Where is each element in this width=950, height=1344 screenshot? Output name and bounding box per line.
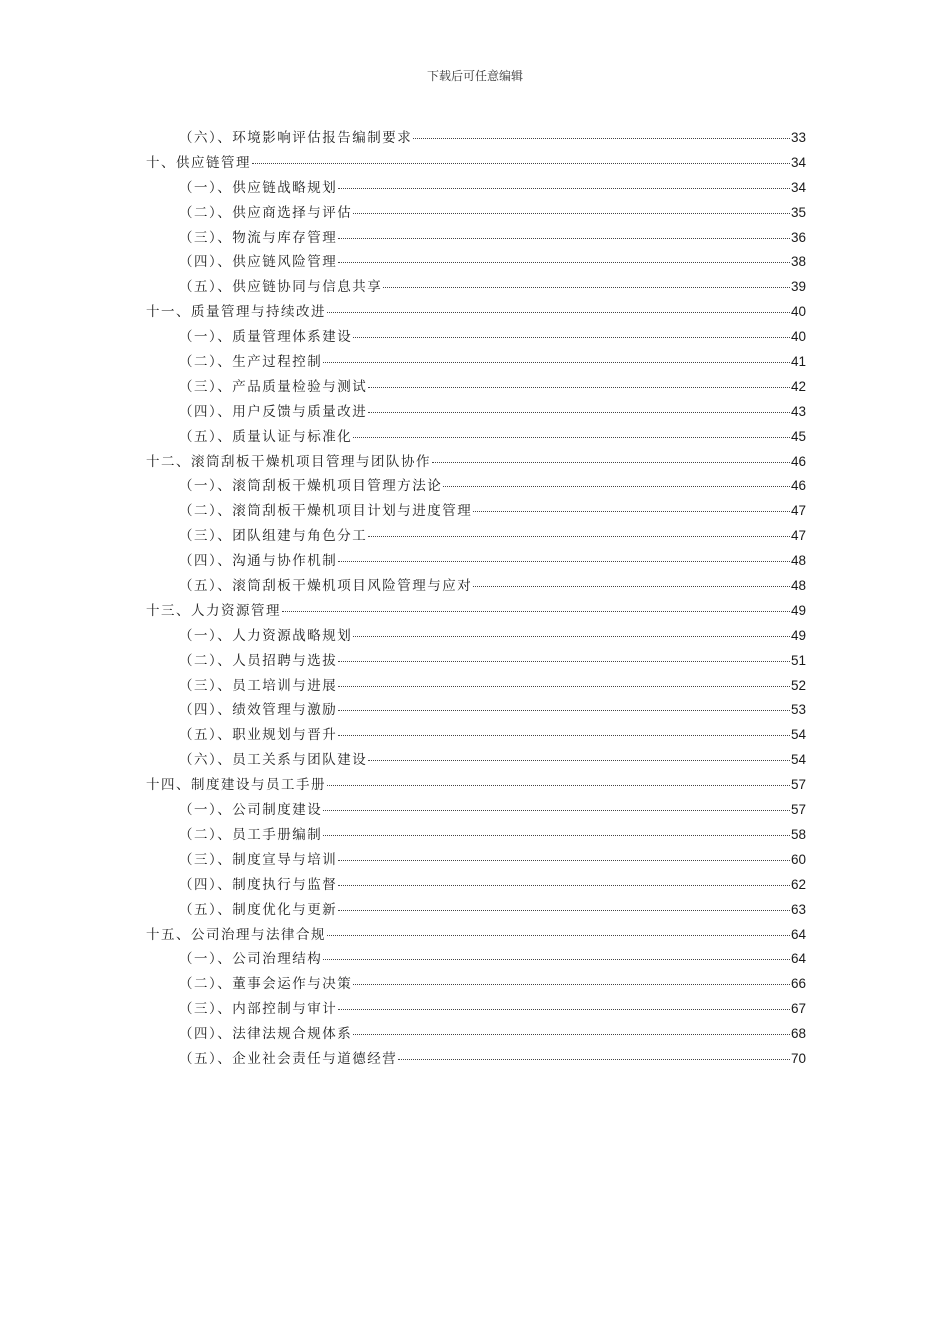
- toc-section-entry[interactable]: [146, 275, 806, 300]
- toc-dot-leader: [338, 1009, 790, 1010]
- toc-page-number: 34: [790, 179, 806, 195]
- toc-entry-label: （五）、职业规划与晋升: [179, 727, 338, 744]
- toc-entry-label: （四）、用户反馈与质量改进: [179, 403, 368, 420]
- toc-page-number: 52: [790, 677, 806, 693]
- toc-page-number: 46: [790, 478, 806, 494]
- toc-entry-label: （二）、生产过程控制: [179, 354, 323, 371]
- toc-entry-label: （五）、滚筒刮板干燥机项目风险管理与应对: [179, 578, 473, 595]
- toc-section-entry[interactable]: [146, 226, 806, 251]
- toc-dot-leader: [368, 387, 790, 388]
- toc-entry-label: （三）、员工培训与进展: [179, 677, 338, 694]
- toc-entry-label: （三）、产品质量检验与测试: [179, 378, 368, 395]
- toc-page-number: 34: [790, 154, 806, 170]
- toc-chapter-entry[interactable]: [146, 599, 806, 624]
- toc-section-entry[interactable]: [146, 325, 806, 350]
- toc-entry-label: （二）、滚筒刮板干燥机项目计划与进度管理: [179, 503, 473, 520]
- toc-section-entry[interactable]: [146, 798, 806, 823]
- toc-entry-label: （一）、质量管理体系建设: [179, 329, 353, 346]
- toc-section-entry[interactable]: [146, 848, 806, 873]
- toc-dot-leader: [338, 735, 790, 736]
- toc-dot-leader: [323, 362, 790, 363]
- toc-dot-leader: [338, 910, 790, 911]
- toc-entry-label: （五）、企业社会责任与道德经营: [179, 1050, 398, 1067]
- toc-dot-leader: [353, 213, 790, 214]
- toc-entry-label: （一）、滚筒刮板干燥机项目管理方法论: [179, 478, 443, 495]
- toc-page-number: 41: [790, 354, 806, 370]
- toc-section-entry[interactable]: [146, 201, 806, 226]
- toc-page-number: 67: [790, 1001, 806, 1017]
- toc-page-number: 38: [790, 254, 806, 270]
- toc-page-number: 46: [790, 453, 806, 469]
- toc-entry-label: （四）、法律法规合规体系: [179, 1026, 353, 1043]
- toc-dot-leader: [338, 561, 790, 562]
- toc-section-entry[interactable]: [146, 474, 806, 499]
- toc-section-entry[interactable]: [146, 400, 806, 425]
- toc-section-entry[interactable]: [146, 350, 806, 375]
- toc-entry-label: （四）、绩效管理与激励: [179, 702, 338, 719]
- toc-page-number: 62: [790, 876, 806, 892]
- toc-page-number: 53: [790, 702, 806, 718]
- toc-dot-leader: [353, 437, 790, 438]
- toc-page-number: 47: [790, 528, 806, 544]
- toc-dot-leader: [368, 536, 790, 537]
- toc-page-number: 66: [790, 976, 806, 992]
- toc-entry-label: （三）、物流与库存管理: [179, 229, 338, 246]
- toc-page-number: 49: [790, 602, 806, 618]
- toc-dot-leader: [323, 835, 790, 836]
- toc-dot-leader: [338, 262, 790, 263]
- toc-section-entry[interactable]: [146, 126, 806, 151]
- toc-dot-leader: [338, 686, 790, 687]
- table-of-contents: [146, 126, 806, 1072]
- toc-entry-label: （一）、公司治理结构: [179, 951, 323, 968]
- toc-dot-leader: [282, 611, 790, 612]
- toc-dot-leader: [398, 1059, 790, 1060]
- toc-page-number: 54: [790, 727, 806, 743]
- toc-dot-leader: [323, 959, 790, 960]
- toc-page-number: 58: [790, 826, 806, 842]
- toc-dot-leader: [353, 636, 790, 637]
- toc-section-entry[interactable]: [146, 624, 806, 649]
- toc-section-entry[interactable]: [146, 723, 806, 748]
- toc-chapter-entry[interactable]: [146, 300, 806, 325]
- toc-section-entry[interactable]: [146, 698, 806, 723]
- toc-entry-label: （四）、沟通与协作机制: [179, 553, 338, 570]
- toc-section-entry[interactable]: [146, 425, 806, 450]
- toc-page-number: 64: [790, 926, 806, 942]
- toc-entry-label: （二）、员工手册编制: [179, 826, 323, 843]
- toc-section-entry[interactable]: [146, 1047, 806, 1072]
- toc-section-entry[interactable]: [146, 997, 806, 1022]
- toc-section-entry[interactable]: [146, 549, 806, 574]
- toc-entry-label: 十、供应链管理: [146, 154, 251, 171]
- toc-entry-label: （四）、制度执行与监督: [179, 876, 338, 893]
- toc-dot-leader: [353, 1034, 790, 1035]
- toc-dot-leader: [252, 163, 790, 164]
- toc-entry-label: （二）、董事会运作与决策: [179, 976, 353, 993]
- toc-dot-leader: [338, 885, 790, 886]
- toc-page-number: 68: [790, 1026, 806, 1042]
- toc-dot-leader: [383, 287, 790, 288]
- toc-section-entry[interactable]: [146, 499, 806, 524]
- toc-dot-leader: [338, 238, 790, 239]
- toc-dot-leader: [353, 337, 790, 338]
- toc-dot-leader: [323, 810, 790, 811]
- toc-page-number: 40: [790, 304, 806, 320]
- toc-entry-label: 十一、质量管理与持续改进: [146, 304, 326, 321]
- toc-section-entry[interactable]: [146, 748, 806, 773]
- toc-entry-label: （六）、员工关系与团队建设: [179, 752, 368, 769]
- toc-page-number: 42: [790, 378, 806, 394]
- toc-section-entry[interactable]: [146, 898, 806, 923]
- toc-page-number: 70: [790, 1050, 806, 1066]
- toc-page-number: 51: [790, 652, 806, 668]
- toc-entry-label: 十三、人力资源管理: [146, 602, 281, 619]
- toc-entry-label: （二）、人员招聘与选拔: [179, 652, 338, 669]
- toc-page-number: 64: [790, 951, 806, 967]
- toc-dot-leader: [338, 710, 790, 711]
- toc-page-number: 63: [790, 901, 806, 917]
- toc-section-entry[interactable]: [146, 873, 806, 898]
- toc-dot-leader: [327, 785, 790, 786]
- toc-section-entry[interactable]: [146, 674, 806, 699]
- toc-section-entry[interactable]: [146, 649, 806, 674]
- toc-page-number: 47: [790, 503, 806, 519]
- toc-section-entry[interactable]: [146, 375, 806, 400]
- toc-dot-leader: [327, 935, 790, 936]
- toc-page-number: 49: [790, 627, 806, 643]
- toc-page-number: 39: [790, 279, 806, 295]
- toc-chapter-entry[interactable]: [146, 773, 806, 798]
- toc-dot-leader: [473, 511, 790, 512]
- toc-dot-leader: [327, 312, 790, 313]
- toc-entry-label: （五）、制度优化与更新: [179, 901, 338, 918]
- toc-page-number: 48: [790, 578, 806, 594]
- toc-page-number: 40: [790, 329, 806, 345]
- toc-entry-label: （一）、供应链战略规划: [179, 179, 338, 196]
- toc-section-entry[interactable]: [146, 574, 806, 599]
- toc-dot-leader: [443, 486, 790, 487]
- toc-page-number: 43: [790, 403, 806, 419]
- toc-page-number: 48: [790, 553, 806, 569]
- toc-dot-leader: [432, 462, 790, 463]
- toc-dot-leader: [473, 586, 790, 587]
- toc-dot-leader: [413, 138, 790, 139]
- toc-section-entry[interactable]: [146, 823, 806, 848]
- toc-entry-label: （三）、内部控制与审计: [179, 1001, 338, 1018]
- toc-section-entry[interactable]: [146, 176, 806, 201]
- toc-page-number: 57: [790, 802, 806, 818]
- toc-entry-label: （五）、供应链协同与信息共享: [179, 279, 383, 296]
- toc-page-number: 35: [790, 204, 806, 220]
- toc-section-entry[interactable]: [146, 947, 806, 972]
- toc-dot-leader: [368, 412, 790, 413]
- toc-chapter-entry[interactable]: [146, 450, 806, 475]
- toc-entry-label: 十二、滚筒刮板干燥机项目管理与团队协作: [146, 453, 431, 470]
- toc-entry-label: 十五、公司治理与法律合规: [146, 926, 326, 943]
- toc-dot-leader: [338, 661, 790, 662]
- toc-page-number: 33: [790, 130, 806, 145]
- toc-entry-label: （五）、质量认证与标准化: [179, 428, 353, 445]
- toc-page-number: 54: [790, 752, 806, 768]
- toc-page-number: 57: [790, 777, 806, 793]
- toc-chapter-entry[interactable]: [146, 923, 806, 948]
- page-header: 下载后可任意编辑: [426, 69, 523, 83]
- toc-dot-leader: [338, 860, 790, 861]
- toc-chapter-entry[interactable]: [146, 151, 806, 176]
- toc-entry-label: （二）、供应商选择与评估: [179, 204, 353, 221]
- toc-entry-label: （一）、公司制度建设: [179, 802, 323, 819]
- toc-dot-leader: [368, 760, 790, 761]
- toc-entry-label: （三）、团队组建与角色分工: [179, 528, 368, 545]
- toc-section-entry[interactable]: [146, 524, 806, 549]
- toc-section-entry[interactable]: [146, 1022, 806, 1047]
- toc-entry-label: （六）、环境影响评估报告编制要求: [179, 130, 413, 146]
- toc-page-number: 36: [790, 229, 806, 245]
- toc-entry-label: （三）、制度宣导与培训: [179, 851, 338, 868]
- toc-page-number: 45: [790, 428, 806, 444]
- toc-section-entry[interactable]: [146, 972, 806, 997]
- toc-dot-leader: [353, 984, 790, 985]
- toc-entry-label: （一）、人力资源战略规划: [179, 627, 353, 644]
- toc-dot-leader: [338, 188, 790, 189]
- toc-page-number: 60: [790, 851, 806, 867]
- toc-entry-label: 十四、制度建设与员工手册: [146, 777, 326, 794]
- toc-entry-label: （四）、供应链风险管理: [179, 254, 338, 271]
- toc-section-entry[interactable]: [146, 250, 806, 275]
